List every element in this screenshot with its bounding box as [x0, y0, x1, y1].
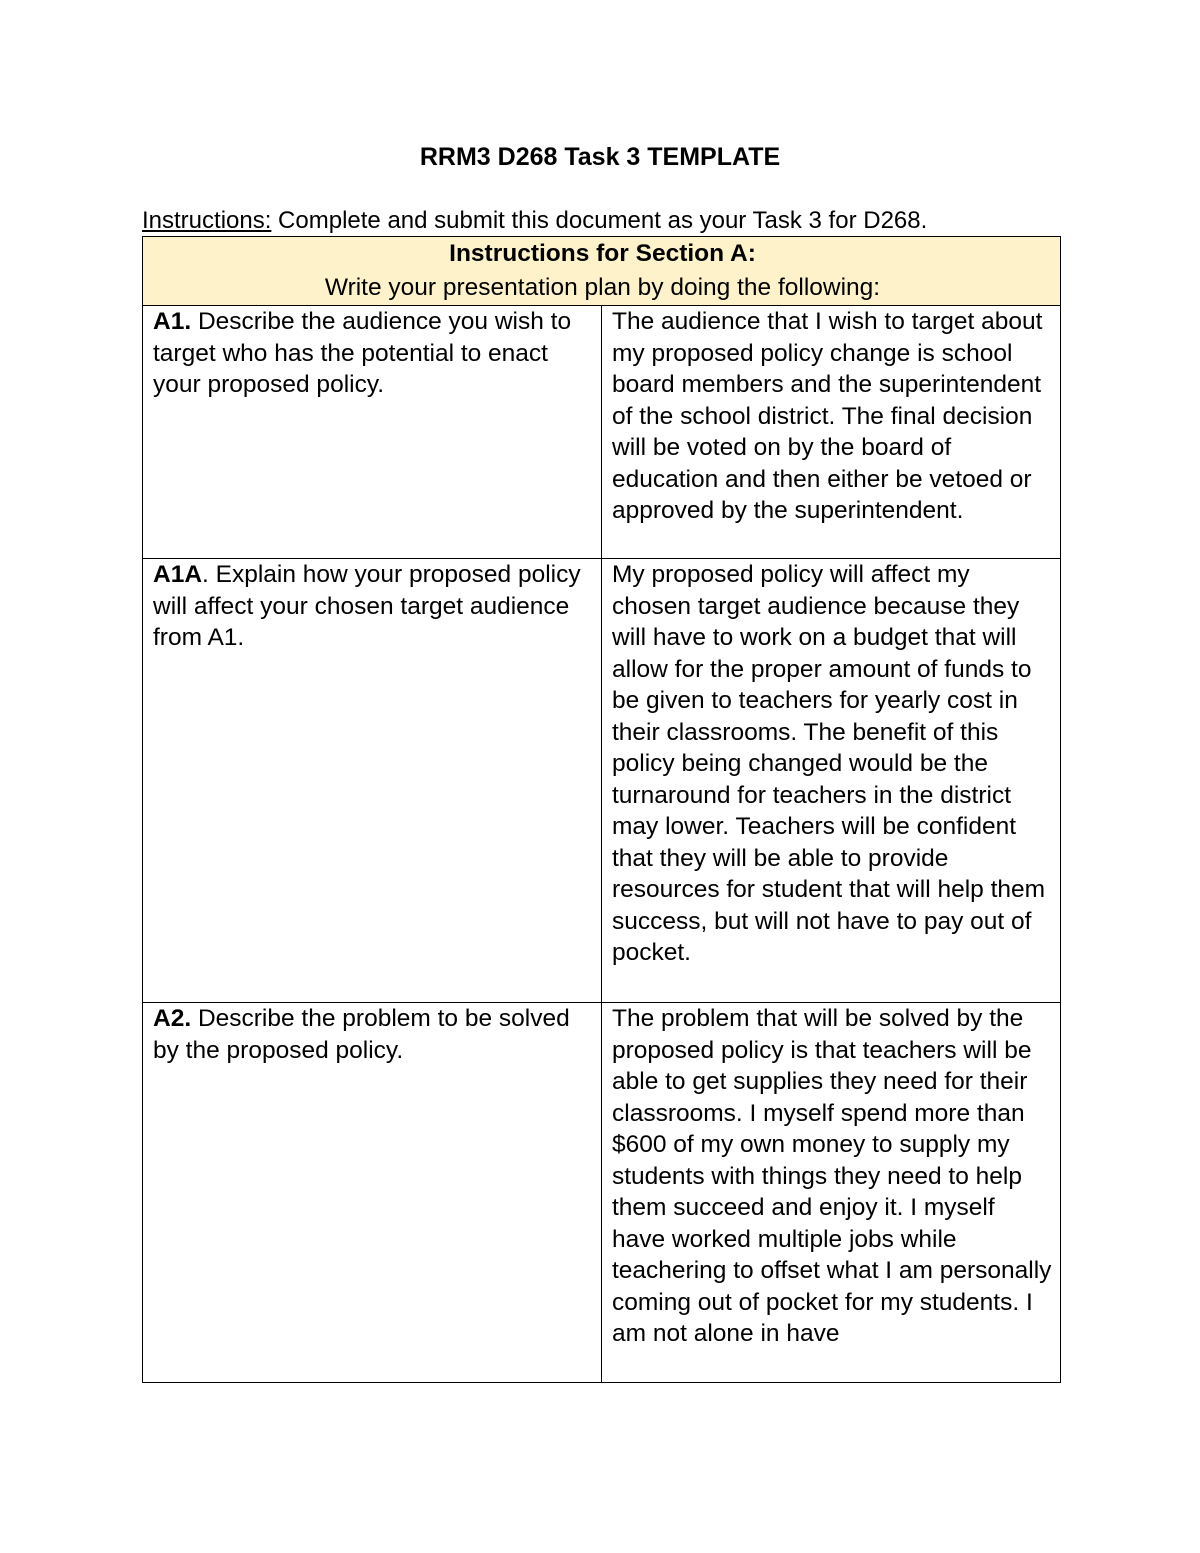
table-row	[143, 1003, 1061, 1383]
section-a-subheading: Write your presentation plan by doing the following:	[324, 274, 881, 301]
instructions-label: Instructions:	[142, 207, 272, 234]
prompt-text: Describe the problem to be solved by the proposed policy.	[153, 1005, 570, 1064]
section-a-header-row	[143, 237, 1061, 306]
table-row	[143, 559, 1061, 1003]
prompt-cell-a1a	[143, 559, 602, 1003]
item-code: A1A	[153, 561, 203, 588]
prompt-text: . Explain how your proposed policy will affect your chosen target audience from A1.	[153, 561, 581, 651]
section-a-heading: Instructions for Section A:	[449, 240, 756, 267]
instructions-text: Complete and submit this document as your Task 3 for D268.	[271, 207, 928, 234]
instructions-line	[142, 206, 1060, 236]
prompt-text: Describe the audience you wish to target who has the potential to enact your proposed policy.	[153, 308, 572, 398]
item-code: A1.	[153, 308, 192, 335]
item-code: A2.	[153, 1005, 192, 1032]
prompt-cell-a2	[143, 1003, 602, 1383]
section-a-table	[142, 236, 1061, 1383]
document-title: RRM3 D268 Task 3 TEMPLATE	[419, 143, 781, 171]
section-a-header-cell	[143, 237, 1061, 306]
response-cell-a1: The audience that I wish to target about my proposed policy change is school board members and the superintendent of the school district. The final decision will be voted on by the board of education and then either be vetoed or approved by the superintendent.	[602, 306, 1061, 559]
table-row	[143, 306, 1061, 559]
response-cell-a2: The problem that will be solved by the proposed policy is that teachers will be able to get supplies they need for their classrooms. I myself spend more than $600 of my own money to supply my students with things they need to help them succeed and enjoy it. I myself have worked multiple jobs while teachering to offset what I am personally coming out of pocket for my students. I am not alone in have	[602, 1003, 1061, 1383]
response-cell-a1a: My proposed policy will affect my chosen target audience because they will have to work on a budget that will allow for the proper amount of funds to be given to teachers for yearly cost in their classrooms. The benefit of this policy being changed would be the turnaround for teachers in the district may lower. Teachers will be confident that they will be able to provide resources for student that will help them success, but will not have to pay out of pocket.	[602, 559, 1061, 1003]
prompt-cell-a1	[143, 306, 602, 559]
